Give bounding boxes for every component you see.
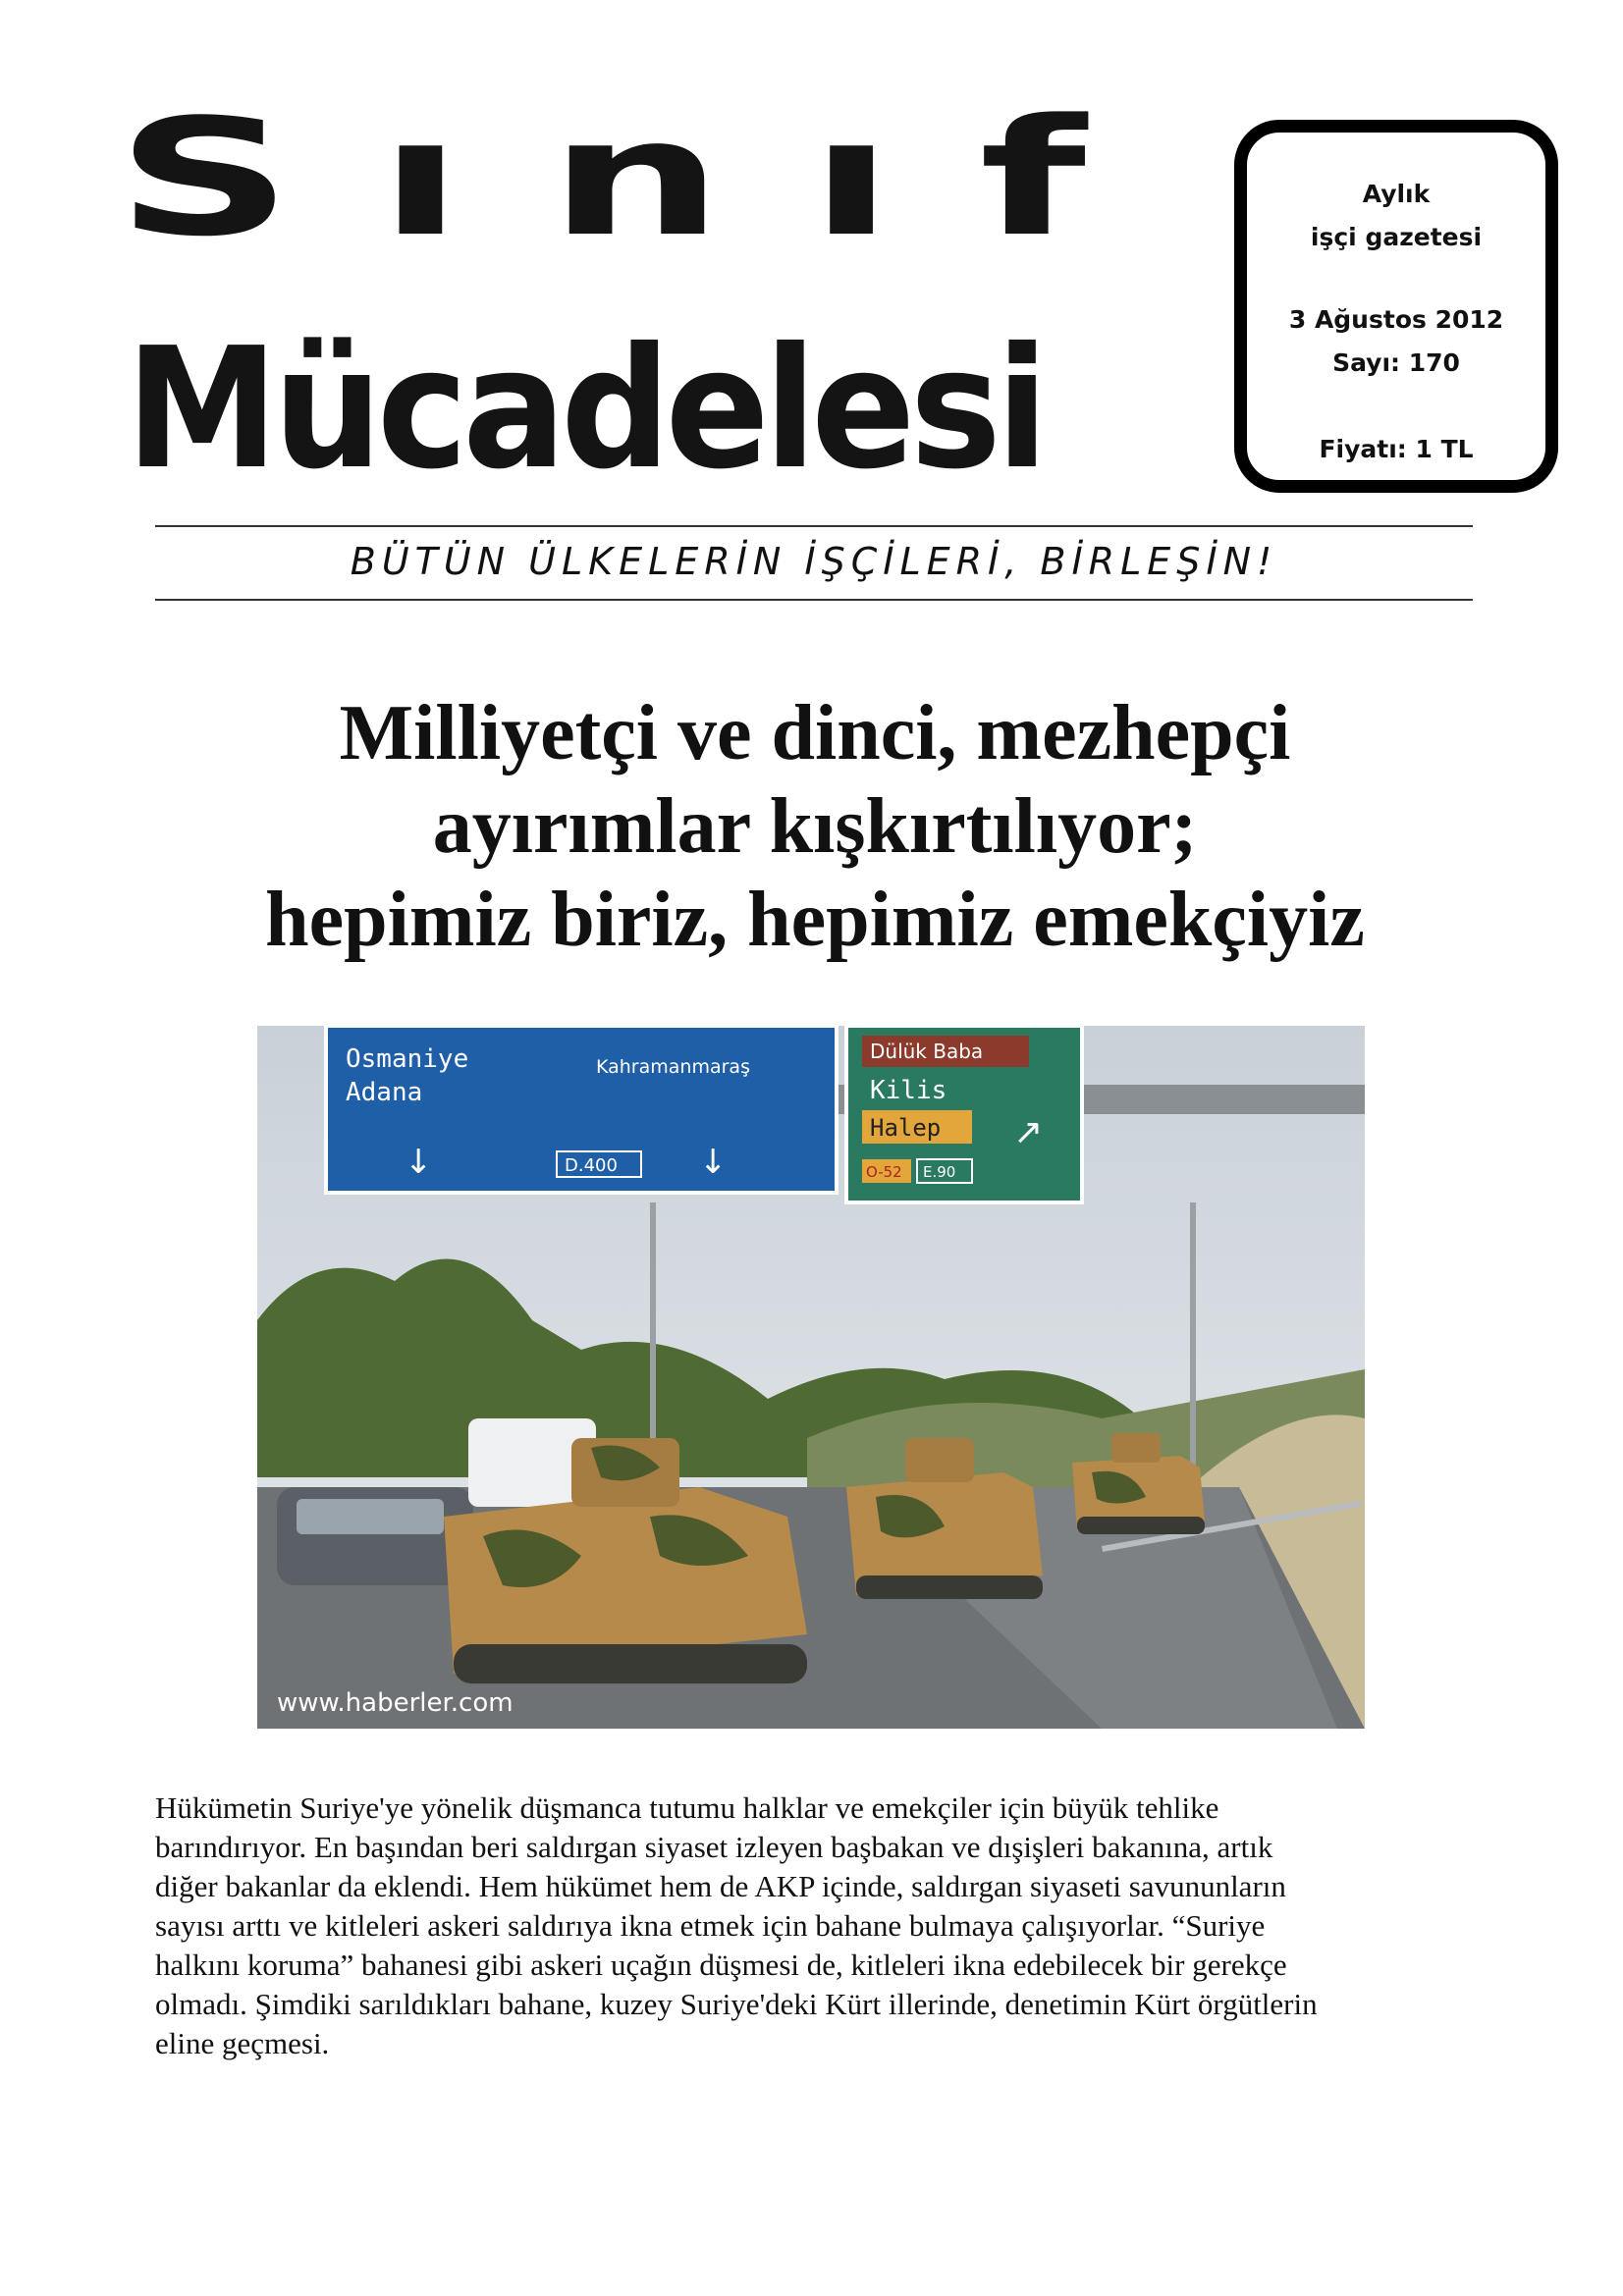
sign-duluk-baba: Dülük Baba [870, 1040, 984, 1063]
sign-o52: O-52 [866, 1163, 902, 1181]
sign-kahramanmaras: Kahramanmaraş [596, 1056, 750, 1078]
issue-info-box [1234, 120, 1558, 493]
issue-number: Sayı: 170 [1332, 348, 1460, 377]
motto-bottom-rule [155, 599, 1473, 601]
diagonal-arrow-icon: ↗ [1013, 1112, 1044, 1152]
van-window [297, 1499, 444, 1534]
article-line: halkını koruma” bahanesi gibi askeri uçağın düşmesi de, kitleleri ikna edebilecek bir gerekçe [155, 1948, 1287, 1982]
motto: BÜTÜN ÜLKELERİN İŞÇİLERİ, BİRLEŞİN! [350, 540, 1278, 583]
sign-osmaniye: Osmaniye [346, 1044, 469, 1074]
issue-date: 3 Ağustos 2012 [1288, 305, 1504, 334]
sign-adana: Adana [346, 1078, 423, 1107]
motto-top-rule [155, 525, 1473, 527]
headline-line-3: hepimiz biriz, hepimiz emekçiyiz [265, 877, 1365, 963]
frequency-label: Aylık [1362, 180, 1431, 208]
paper-type-label: işçi gazetesi [1310, 223, 1483, 251]
sign-e90: E.90 [923, 1163, 956, 1181]
article-line: eline geçmesi. [155, 2026, 330, 2060]
photo-watermark: www.haberler.com [277, 1688, 514, 1718]
photo-illustration [257, 1026, 1365, 1729]
article-line: diğer bakanlar da eklendi. Hem hükümet hem de AKP içinde, saldırgan siyaseti savununların [155, 1869, 1286, 1903]
down-arrow-icon-2: ↓ [699, 1143, 728, 1182]
article-line: Hükümetin Suriye'ye yönelik düşmanca tutumu halklar ve emekçiler için büyük tehlike [155, 1790, 1219, 1825]
headline-line-1: Milliyetçi ve dinci, mezhepçi [339, 690, 1291, 776]
headline [98, 687, 1532, 967]
down-arrow-icon-1: ↓ [405, 1143, 433, 1182]
sign-halep: Halep [870, 1114, 942, 1142]
headline-line-2: ayırımlar kışkırtılıyor; [432, 783, 1198, 870]
sign-d400: D.400 [565, 1155, 618, 1176]
article-line: sayısı arttı ve kitleleri askeri saldırıya ikna etmek için bahane bulmaya çalışıyorlar. “Suriye [155, 1908, 1266, 1943]
issue-price: Fiyatı: 1 TL [1319, 435, 1474, 463]
article-line: barındırıyor. En başından beri saldırgan siyaset izleyen başbakan ve dışişleri bakanına, artık [155, 1830, 1273, 1864]
masthead-title-line1: Sınıf [116, 84, 1172, 273]
light-pole-2 [1190, 1202, 1196, 1497]
article-body [155, 1789, 1481, 2063]
sign-kilis: Kilis [870, 1076, 947, 1105]
news-photo [257, 1026, 1365, 1729]
masthead-title-line2: Mücadelesi [126, 312, 1044, 507]
article-line: olmadı. Şimdiki sarıldıkları bahane, kuzey Suriye'deki Kürt illerinde, denetimin Kürt örgütlerin [155, 1987, 1318, 2021]
